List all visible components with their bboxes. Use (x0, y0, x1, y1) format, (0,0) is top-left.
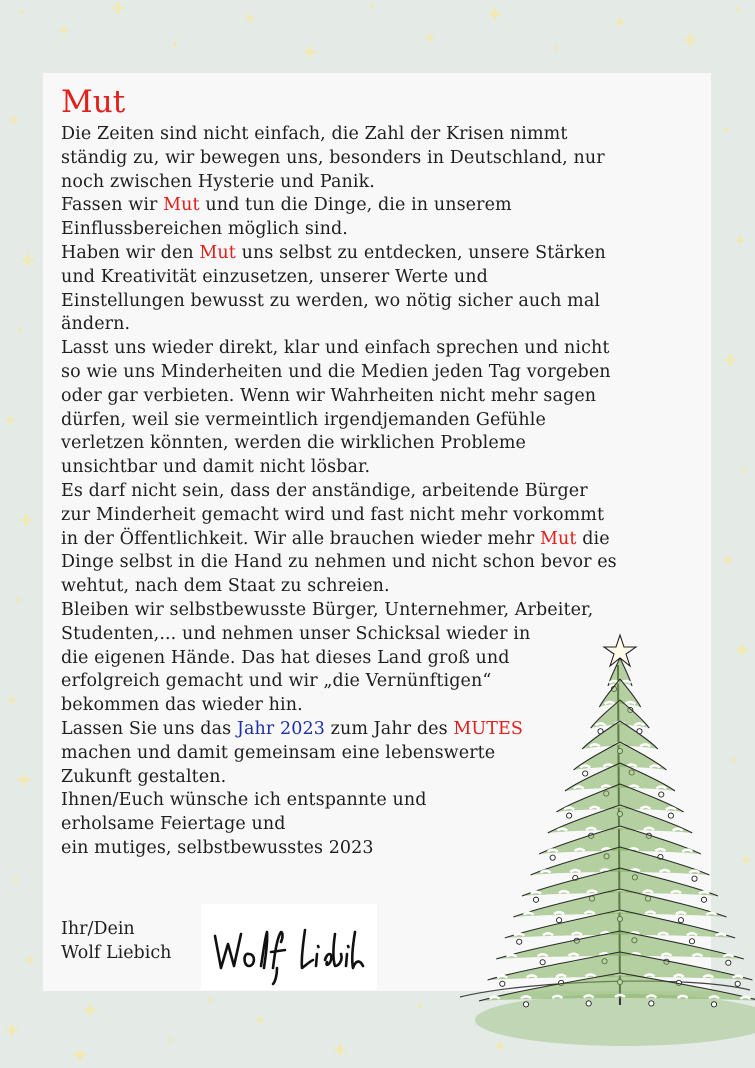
letter-line (61, 409, 706, 433)
background-star (722, 126, 730, 134)
text-segment: uns selbst zu entdecken, unsere Stärken (235, 242, 606, 263)
text-segment: Lassen Sie uns das (61, 718, 237, 739)
text-segment: zur Minderheit gemacht wird und fast nicht mehr vorkommt (61, 504, 605, 525)
background-star (614, 16, 626, 28)
text-segment: Haben wir den (61, 242, 200, 263)
text-segment: bekommen das wieder hin. (61, 695, 303, 716)
text-segment: ein mutiges, selbstbewusstes 2023 (61, 837, 374, 858)
text-segment: Dinge selbst in die Hand zu nehmen und nicht schon bevor es (61, 552, 617, 573)
highlighted-word: Jahr 2023 (236, 718, 325, 739)
background-star (6, 694, 18, 706)
letter-line (61, 147, 706, 171)
text-segment: Die Zeiten sind nicht einfach, die Zahl der Krisen nimmt (61, 124, 568, 144)
text-segment: noch zwischen Hysterie und Panik. (61, 171, 375, 192)
letter-line (61, 575, 706, 599)
text-segment: die eigenen Hände. Das hat dieses Land groß und (61, 647, 510, 668)
background-star (20, 252, 36, 268)
text-segment: oder gar verbieten. Wenn wir Wahrheiten nicht mehr sagen (61, 385, 597, 406)
text-segment: und tun die Dinge, die in unserem (199, 195, 512, 216)
christmas-tree-icon (440, 625, 755, 1068)
letter-line (61, 528, 706, 552)
background-star (110, 0, 126, 16)
text-segment: machen und damit gemeinsam eine lebenswerte (61, 742, 496, 763)
background-star (18, 8, 26, 16)
text-segment: Einflussbereichen möglich sind. (61, 219, 348, 240)
highlighted-word: MUTES (453, 718, 523, 739)
text-segment: Es darf nicht sein, dass der anständige, arbeitende Bürger (61, 480, 588, 501)
closing-name: Wolf Liebich (61, 942, 172, 963)
background-star (740, 466, 748, 474)
background-star (58, 24, 70, 36)
text-segment: zum Jahr des (324, 718, 454, 739)
letter-line (61, 313, 706, 337)
text-segment: wehtut, nach dem Staat zu schreien. (61, 576, 390, 597)
text-segment: die (576, 528, 610, 549)
text-segment: erholsame Feiertage und (61, 814, 286, 835)
background-star (16, 326, 24, 334)
background-star (302, 44, 318, 60)
background-star (244, 12, 256, 24)
letter-line (61, 171, 706, 195)
background-star (722, 352, 738, 368)
text-segment: Lasst uns wieder direkt, klar und einfach sprechen und nicht (61, 338, 610, 359)
letter-line (61, 385, 706, 409)
letter-line (61, 361, 706, 385)
text-segment: erfolgreich gemacht und wir „die Vernünftigen“ (61, 671, 492, 692)
letter-title: Mut (61, 84, 126, 120)
background-star (8, 114, 20, 126)
text-segment: unsichtbar und damit nicht lösbar. (61, 457, 371, 478)
handwritten-signature-icon (201, 904, 377, 990)
letter-line (61, 504, 706, 528)
background-star (424, 32, 436, 44)
background-star (166, 1036, 174, 1044)
letter-line (61, 337, 706, 361)
highlighted-word: Mut (540, 528, 577, 549)
background-star (24, 954, 36, 966)
background-star (368, 2, 376, 10)
letter-line (61, 194, 706, 218)
background-star (171, 40, 179, 48)
letter-line (61, 456, 706, 480)
background-star (4, 414, 16, 426)
background-star (734, 6, 742, 14)
letter-line (61, 218, 706, 242)
highlighted-word: Mut (199, 242, 236, 263)
background-star (16, 772, 32, 788)
background-star (12, 876, 20, 884)
background-star (18, 512, 34, 528)
background-star (332, 1042, 348, 1058)
background-star (487, 6, 503, 22)
signature-box (201, 904, 377, 990)
background-star (4, 1022, 20, 1038)
text-segment: ständig zu, wir bewegen uns, besonders in Deutschland, nur (61, 147, 605, 168)
letter-line (61, 266, 706, 290)
letter-line (61, 480, 706, 504)
text-segment: Zukunft gestalten. (61, 766, 227, 787)
background-star (206, 996, 214, 1004)
text-segment: dürfen, weil sie vermeintlich irgendjemanden Gefühle (61, 409, 546, 430)
text-segment: und Kreativität einzusetzen, unserer Werte und (61, 266, 488, 287)
background-star (416, 1002, 424, 1010)
letter-line (61, 599, 706, 623)
letter-line (61, 290, 706, 314)
background-star (254, 1014, 266, 1026)
background-star (734, 234, 746, 246)
text-segment: so wie uns Minderheiten und die Medien jeden Tag vorgeben (61, 361, 611, 382)
letter-line (61, 551, 706, 575)
background-star (72, 1047, 88, 1063)
letter-line (61, 432, 706, 456)
background-star (552, 44, 560, 52)
letter-line (61, 242, 706, 266)
text-segment: Ihnen/Euch wünsche ich entspannte und (61, 790, 427, 811)
background-star (682, 32, 698, 48)
text-segment: ändern. (61, 314, 131, 335)
letter-line (61, 123, 706, 147)
background-star (82, 1002, 98, 1018)
text-segment: Fassen wir (61, 195, 164, 216)
closing-salutation: Ihr/Dein (61, 919, 135, 939)
highlighted-word: Mut (163, 195, 200, 216)
text-segment: Einstellungen bewusst zu werden, wo nötig sicher auch mal (61, 290, 601, 311)
background-star (14, 596, 22, 604)
letter-closing (61, 918, 171, 966)
text-segment: Studenten,... und nehmen unser Schicksal wieder in (61, 623, 531, 644)
text-segment: in der Öffentlichkeit. Wir alle brauchen wieder mehr (61, 528, 541, 549)
text-segment: Bleiben wir selbstbewusste Bürger, Unternehmer, Arbeiter, (61, 599, 594, 620)
background-star (722, 554, 734, 566)
text-segment: verletzen könnten, werden die wirklichen Probleme (61, 433, 526, 454)
